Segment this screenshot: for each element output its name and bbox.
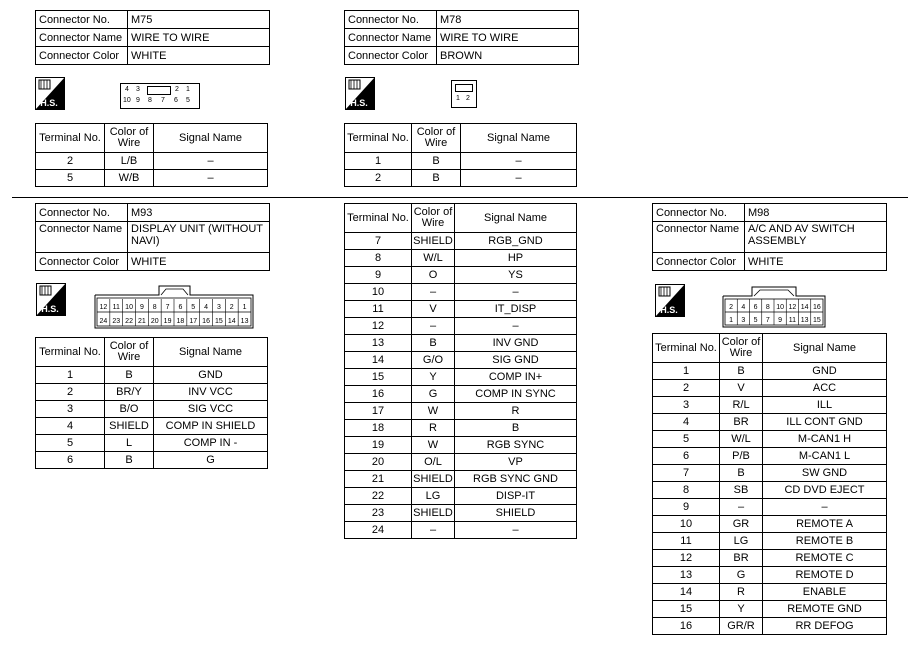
m75-connector-diagram bbox=[120, 83, 200, 109]
pin-label: 17 bbox=[189, 318, 198, 325]
wire-color-cell: L/B bbox=[105, 153, 154, 170]
signal-name-cell: ENABLE bbox=[763, 584, 887, 601]
terminal-cell: 6 bbox=[36, 452, 105, 469]
table-row bbox=[653, 618, 887, 635]
m98-terminal-table bbox=[652, 333, 887, 635]
m93-connector-no: M93 bbox=[128, 204, 270, 222]
table-row bbox=[345, 335, 577, 352]
wire-color-cell: Y bbox=[412, 369, 455, 386]
wire-color-cell: LG bbox=[720, 533, 763, 550]
terminal-cell: 20 bbox=[345, 454, 412, 471]
table-row bbox=[36, 418, 268, 435]
wire-color-cell: BR bbox=[720, 550, 763, 567]
label-connector-no: Connector No. bbox=[345, 11, 437, 29]
table-row bbox=[345, 352, 577, 369]
wire-color-cell: B bbox=[412, 170, 461, 187]
table-row bbox=[345, 153, 577, 170]
signal-name-cell: RR DEFOG bbox=[763, 618, 887, 635]
label-connector-name: Connector Name bbox=[653, 222, 745, 253]
signal-name-cell: ILL bbox=[763, 397, 887, 414]
table-row bbox=[653, 363, 887, 380]
pin-label: 3 bbox=[136, 86, 140, 93]
terminal-cell: 10 bbox=[653, 516, 720, 533]
terminal-cell: 13 bbox=[345, 335, 412, 352]
pin-label: 16 bbox=[202, 318, 210, 325]
signal-name-cell: DISP-IT bbox=[455, 488, 577, 505]
hs-icon bbox=[36, 283, 66, 316]
terminal-cell: 5 bbox=[36, 170, 105, 187]
header-color-of-wire: Color of Wire bbox=[412, 124, 461, 153]
label-connector-color: Connector Color bbox=[345, 47, 437, 65]
table-row bbox=[345, 437, 577, 454]
wire-color-cell: R bbox=[720, 584, 763, 601]
wire-color-cell: G bbox=[720, 567, 763, 584]
signal-name-cell: INV GND bbox=[455, 335, 577, 352]
table-row bbox=[36, 170, 268, 187]
signal-name-cell: M-CAN1 L bbox=[763, 448, 887, 465]
signal-name-cell: REMOTE D bbox=[763, 567, 887, 584]
pin-label: 14 bbox=[227, 318, 236, 325]
table-row bbox=[345, 454, 577, 471]
terminal-cell: 8 bbox=[653, 482, 720, 499]
label-connector-name: Connector Name bbox=[345, 29, 437, 47]
table-row bbox=[345, 267, 577, 284]
signal-name-cell: COMP IN SHIELD bbox=[154, 418, 268, 435]
signal-name-cell: INV VCC bbox=[154, 384, 268, 401]
wire-color-cell: R bbox=[412, 420, 455, 437]
header-terminal-no: Terminal No. bbox=[653, 334, 720, 363]
wire-color-cell: – bbox=[412, 284, 455, 301]
pin-label: 2 bbox=[229, 304, 234, 311]
table-row bbox=[345, 386, 577, 403]
svg-text:H.S.: H.S. bbox=[660, 305, 678, 315]
wire-color-cell: SHIELD bbox=[412, 505, 455, 522]
terminal-cell: 17 bbox=[345, 403, 412, 420]
header-terminal-no: Terminal No. bbox=[345, 204, 412, 233]
m75-connector-no: M75 bbox=[128, 11, 270, 29]
terminal-cell: 14 bbox=[345, 352, 412, 369]
wire-color-cell: W bbox=[412, 437, 455, 454]
wire-color-cell: SB bbox=[720, 482, 763, 499]
wire-color-cell: SHIELD bbox=[105, 418, 154, 435]
wire-color-cell: B bbox=[720, 465, 763, 482]
pin-label: 1 bbox=[456, 95, 460, 102]
label-connector-name: Connector Name bbox=[36, 29, 128, 47]
m93-terminal-table bbox=[35, 337, 268, 469]
terminal-cell: 13 bbox=[653, 567, 720, 584]
wire-color-cell: V bbox=[720, 380, 763, 397]
pin-label: 5 bbox=[753, 317, 758, 324]
pin-label: 8 bbox=[148, 97, 152, 104]
wire-color-cell: W/B bbox=[105, 170, 154, 187]
wire-color-cell: B bbox=[412, 335, 455, 352]
wire-color-cell: O bbox=[412, 267, 455, 284]
wire-color-cell: R/L bbox=[720, 397, 763, 414]
terminal-cell: 22 bbox=[345, 488, 412, 505]
table-row bbox=[653, 601, 887, 618]
wire-color-cell: B bbox=[105, 452, 154, 469]
m78-connector-no: M78 bbox=[437, 11, 579, 29]
pin-label: 8 bbox=[152, 304, 157, 311]
m78-connector-color: BROWN bbox=[437, 47, 579, 65]
terminal-cell: 8 bbox=[345, 250, 412, 267]
pin-label: 21 bbox=[138, 318, 146, 325]
terminal-cell: 16 bbox=[653, 618, 720, 635]
wire-color-cell: W/L bbox=[412, 250, 455, 267]
terminal-cell: 15 bbox=[345, 369, 412, 386]
table-row bbox=[653, 465, 887, 482]
pin-label: 9 bbox=[139, 304, 144, 311]
pin-label: 5 bbox=[191, 304, 196, 311]
table-row bbox=[345, 170, 577, 187]
wire-color-cell: B bbox=[720, 363, 763, 380]
pin-label: 10 bbox=[776, 304, 785, 311]
table-row bbox=[345, 301, 577, 318]
signal-name-cell: SIG VCC bbox=[154, 401, 268, 418]
signal-name-cell: SW GND bbox=[763, 465, 887, 482]
m98-connector-no: M98 bbox=[745, 204, 887, 222]
signal-name-cell: – bbox=[154, 170, 268, 187]
terminal-cell: 3 bbox=[653, 397, 720, 414]
label-connector-color: Connector Color bbox=[653, 253, 745, 271]
table-row bbox=[345, 420, 577, 437]
table-row bbox=[653, 414, 887, 431]
terminal-cell: 19 bbox=[345, 437, 412, 454]
pin-label: 10 bbox=[125, 304, 133, 311]
signal-name-cell: ACC bbox=[763, 380, 887, 397]
terminal-cell: 9 bbox=[345, 267, 412, 284]
signal-name-cell: REMOTE B bbox=[763, 533, 887, 550]
pin-label: 11 bbox=[788, 317, 797, 324]
m78-connector-diagram bbox=[451, 80, 477, 108]
terminal-cell: 4 bbox=[36, 418, 105, 435]
table-row bbox=[345, 505, 577, 522]
table-row bbox=[653, 550, 887, 567]
wire-color-cell: – bbox=[720, 499, 763, 516]
wire-color-cell: P/B bbox=[720, 448, 763, 465]
terminal-cell: 11 bbox=[653, 533, 720, 550]
signal-name-cell: CD DVD EJECT bbox=[763, 482, 887, 499]
pin-label: 4 bbox=[204, 304, 209, 311]
hs-icon bbox=[345, 77, 375, 110]
signal-name-cell: R bbox=[455, 403, 577, 420]
terminal-cell: 2 bbox=[653, 380, 720, 397]
wire-color-cell: GR bbox=[720, 516, 763, 533]
pin-label: 7 bbox=[165, 304, 170, 311]
terminal-cell: 24 bbox=[345, 522, 412, 539]
wire-color-cell: LG bbox=[412, 488, 455, 505]
table-row bbox=[653, 448, 887, 465]
terminal-cell: 7 bbox=[345, 233, 412, 250]
terminal-cell: 2 bbox=[345, 170, 412, 187]
m75-terminal-table bbox=[35, 123, 268, 187]
signal-name-cell: COMP IN SYNC bbox=[455, 386, 577, 403]
pin-label: 9 bbox=[778, 317, 783, 324]
pin-label: 23 bbox=[112, 318, 121, 325]
label-connector-no: Connector No. bbox=[653, 204, 745, 222]
table-row bbox=[653, 516, 887, 533]
terminal-cell: 11 bbox=[345, 301, 412, 318]
pin-label: 12 bbox=[788, 304, 797, 311]
terminal-cell: 12 bbox=[345, 318, 412, 335]
m93-connector-color: WHITE bbox=[128, 253, 270, 271]
label-connector-no: Connector No. bbox=[36, 11, 128, 29]
table-row bbox=[36, 435, 268, 452]
wire-color-cell: B bbox=[412, 153, 461, 170]
table-row bbox=[653, 380, 887, 397]
wire-color-cell: B/O bbox=[105, 401, 154, 418]
header-signal-name: Signal Name bbox=[455, 204, 577, 233]
signal-name-cell: – bbox=[461, 170, 577, 187]
pin-label: 1 bbox=[186, 86, 190, 93]
wire-color-cell: W/L bbox=[720, 431, 763, 448]
table-row bbox=[345, 233, 577, 250]
signal-name-cell: VP bbox=[455, 454, 577, 471]
m93-terminal-table-continued bbox=[344, 203, 577, 539]
signal-name-cell: – bbox=[455, 284, 577, 301]
table-row bbox=[345, 403, 577, 420]
signal-name-cell: ILL CONT GND bbox=[763, 414, 887, 431]
header-signal-name: Signal Name bbox=[154, 338, 268, 367]
signal-name-cell: HP bbox=[455, 250, 577, 267]
header-terminal-no: Terminal No. bbox=[36, 338, 105, 367]
pin-label: 6 bbox=[174, 97, 178, 104]
pin-label: 20 bbox=[150, 318, 159, 325]
table-row bbox=[653, 431, 887, 448]
table-row bbox=[653, 397, 887, 414]
pin-label: 4 bbox=[125, 86, 129, 93]
table-row bbox=[36, 401, 268, 418]
table-row bbox=[653, 567, 887, 584]
signal-name-cell: B bbox=[455, 420, 577, 437]
pin-label: 6 bbox=[753, 304, 758, 311]
connector-lock bbox=[147, 86, 171, 95]
pin-label: 1 bbox=[242, 304, 247, 311]
terminal-cell: 5 bbox=[36, 435, 105, 452]
wire-color-cell: – bbox=[412, 522, 455, 539]
pin-label: 10 bbox=[123, 97, 131, 104]
table-row bbox=[36, 452, 268, 469]
pin-label: 13 bbox=[800, 317, 809, 324]
terminal-cell: 9 bbox=[653, 499, 720, 516]
pin-label: 11 bbox=[112, 304, 120, 311]
header-signal-name: Signal Name bbox=[461, 124, 577, 153]
pin-label: 8 bbox=[765, 304, 770, 311]
signal-name-cell: REMOTE A bbox=[763, 516, 887, 533]
pin-label: 22 bbox=[125, 318, 133, 325]
table-row bbox=[345, 522, 577, 539]
pin-label: 16 bbox=[812, 304, 821, 311]
svg-text:H.S.: H.S. bbox=[350, 98, 368, 108]
pin-label: 3 bbox=[216, 304, 221, 311]
table-row bbox=[653, 584, 887, 601]
pin-label: 9 bbox=[136, 97, 140, 104]
m93-connector-name: DISPLAY UNIT (WITHOUT NAVI) bbox=[128, 222, 270, 253]
wire-color-cell: G bbox=[412, 386, 455, 403]
table-row bbox=[36, 153, 268, 170]
label-connector-no: Connector No. bbox=[36, 204, 128, 222]
wire-color-cell: O/L bbox=[412, 454, 455, 471]
table-row bbox=[653, 499, 887, 516]
signal-name-cell: – bbox=[763, 499, 887, 516]
signal-name-cell: M-CAN1 H bbox=[763, 431, 887, 448]
wire-color-cell: SHIELD bbox=[412, 233, 455, 250]
pin-label: 2 bbox=[175, 86, 179, 93]
m93-connector-diagram bbox=[94, 283, 254, 329]
header-signal-name: Signal Name bbox=[154, 124, 268, 153]
table-row bbox=[653, 533, 887, 550]
signal-name-cell: RGB_GND bbox=[455, 233, 577, 250]
header-color-of-wire: Color of Wire bbox=[412, 204, 455, 233]
hs-icon bbox=[655, 284, 685, 317]
m78-terminal-table bbox=[344, 123, 577, 187]
terminal-cell: 6 bbox=[653, 448, 720, 465]
pin-label: 7 bbox=[765, 317, 770, 324]
label-connector-name: Connector Name bbox=[36, 222, 128, 253]
table-row bbox=[345, 284, 577, 301]
terminal-cell: 15 bbox=[653, 601, 720, 618]
signal-name-cell: GND bbox=[763, 363, 887, 380]
terminal-cell: 3 bbox=[36, 401, 105, 418]
signal-name-cell: COMP IN - bbox=[154, 435, 268, 452]
m75-connector-name: WIRE TO WIRE bbox=[128, 29, 270, 47]
svg-text:H.S.: H.S. bbox=[40, 98, 58, 108]
pin-label: 2 bbox=[729, 304, 734, 311]
wire-color-cell: GR/R bbox=[720, 618, 763, 635]
pin-label: 15 bbox=[215, 318, 223, 325]
pin-label: 12 bbox=[99, 304, 108, 311]
label-connector-color: Connector Color bbox=[36, 47, 128, 65]
terminal-cell: 1 bbox=[345, 153, 412, 170]
signal-name-cell: – bbox=[455, 522, 577, 539]
signal-name-cell: YS bbox=[455, 267, 577, 284]
terminal-cell: 21 bbox=[345, 471, 412, 488]
pin-label: 6 bbox=[178, 304, 183, 311]
terminal-cell: 2 bbox=[36, 153, 105, 170]
table-row bbox=[345, 318, 577, 335]
pin-label: 4 bbox=[741, 304, 746, 311]
signal-name-cell: REMOTE C bbox=[763, 550, 887, 567]
wire-color-cell: BR bbox=[720, 414, 763, 431]
wire-color-cell: SHIELD bbox=[412, 471, 455, 488]
terminal-cell: 1 bbox=[36, 367, 105, 384]
pin-label: 15 bbox=[812, 317, 821, 324]
table-row bbox=[345, 471, 577, 488]
header-terminal-no: Terminal No. bbox=[36, 124, 105, 153]
pin-label: 19 bbox=[163, 318, 172, 325]
signal-name-cell: RGB SYNC bbox=[455, 437, 577, 454]
table-row bbox=[653, 482, 887, 499]
svg-text:H.S.: H.S. bbox=[41, 304, 59, 314]
terminal-cell: 1 bbox=[653, 363, 720, 380]
signal-name-cell: GND bbox=[154, 367, 268, 384]
m98-connector-diagram bbox=[722, 284, 826, 328]
pin-label: 24 bbox=[99, 318, 108, 325]
terminal-cell: 5 bbox=[653, 431, 720, 448]
m98-info-table bbox=[652, 203, 887, 271]
pin-label: 2 bbox=[466, 95, 470, 102]
header-terminal-no: Terminal No. bbox=[345, 124, 412, 153]
header-color-of-wire: Color of Wire bbox=[105, 124, 154, 153]
table-row bbox=[345, 369, 577, 386]
terminal-cell: 10 bbox=[345, 284, 412, 301]
terminal-cell: 2 bbox=[36, 384, 105, 401]
m98-connector-color: WHITE bbox=[745, 253, 887, 271]
connector-lock bbox=[455, 84, 473, 92]
terminal-cell: 12 bbox=[653, 550, 720, 567]
table-row bbox=[345, 488, 577, 505]
table-row bbox=[36, 367, 268, 384]
table-row bbox=[345, 250, 577, 267]
pin-label: 1 bbox=[729, 317, 734, 324]
terminal-cell: 7 bbox=[653, 465, 720, 482]
m78-connector-name: WIRE TO WIRE bbox=[437, 29, 579, 47]
signal-name-cell: COMP IN+ bbox=[455, 369, 577, 386]
signal-name-cell: – bbox=[455, 318, 577, 335]
terminal-cell: 23 bbox=[345, 505, 412, 522]
terminal-cell: 4 bbox=[653, 414, 720, 431]
table-row bbox=[36, 384, 268, 401]
pin-label: 13 bbox=[240, 318, 249, 325]
signal-name-cell: RGB SYNC GND bbox=[455, 471, 577, 488]
pin-label: 18 bbox=[176, 318, 185, 325]
signal-name-cell: IT_DISP bbox=[455, 301, 577, 318]
hs-icon bbox=[35, 77, 65, 110]
wire-color-cell: W bbox=[412, 403, 455, 420]
m75-connector-color: WHITE bbox=[128, 47, 270, 65]
m93-info-table bbox=[35, 203, 270, 271]
signal-name-cell: REMOTE GND bbox=[763, 601, 887, 618]
header-color-of-wire: Color of Wire bbox=[720, 334, 763, 363]
wire-color-cell: Y bbox=[720, 601, 763, 618]
wire-color-cell: L bbox=[105, 435, 154, 452]
pin-label: 3 bbox=[741, 317, 746, 324]
wire-color-cell: V bbox=[412, 301, 455, 318]
signal-name-cell: SIG GND bbox=[455, 352, 577, 369]
terminal-cell: 18 bbox=[345, 420, 412, 437]
wire-color-cell: G/O bbox=[412, 352, 455, 369]
pin-label: 14 bbox=[800, 304, 809, 311]
wire-color-cell: – bbox=[412, 318, 455, 335]
signal-name-cell: G bbox=[154, 452, 268, 469]
wire-color-cell: B bbox=[105, 367, 154, 384]
pin-label: 7 bbox=[161, 97, 165, 104]
header-signal-name: Signal Name bbox=[763, 334, 887, 363]
m98-connector-name: A/C AND AV SWITCH ASSEMBLY bbox=[745, 222, 887, 253]
section-divider bbox=[12, 197, 908, 198]
terminal-cell: 14 bbox=[653, 584, 720, 601]
terminal-cell: 16 bbox=[345, 386, 412, 403]
header-color-of-wire: Color of Wire bbox=[105, 338, 154, 367]
wire-color-cell: BR/Y bbox=[105, 384, 154, 401]
label-connector-color: Connector Color bbox=[36, 253, 128, 271]
m75-info-table bbox=[35, 10, 270, 65]
signal-name-cell: – bbox=[154, 153, 268, 170]
signal-name-cell: – bbox=[461, 153, 577, 170]
m78-info-table bbox=[344, 10, 579, 65]
signal-name-cell: SHIELD bbox=[455, 505, 577, 522]
pin-label: 5 bbox=[186, 97, 190, 104]
